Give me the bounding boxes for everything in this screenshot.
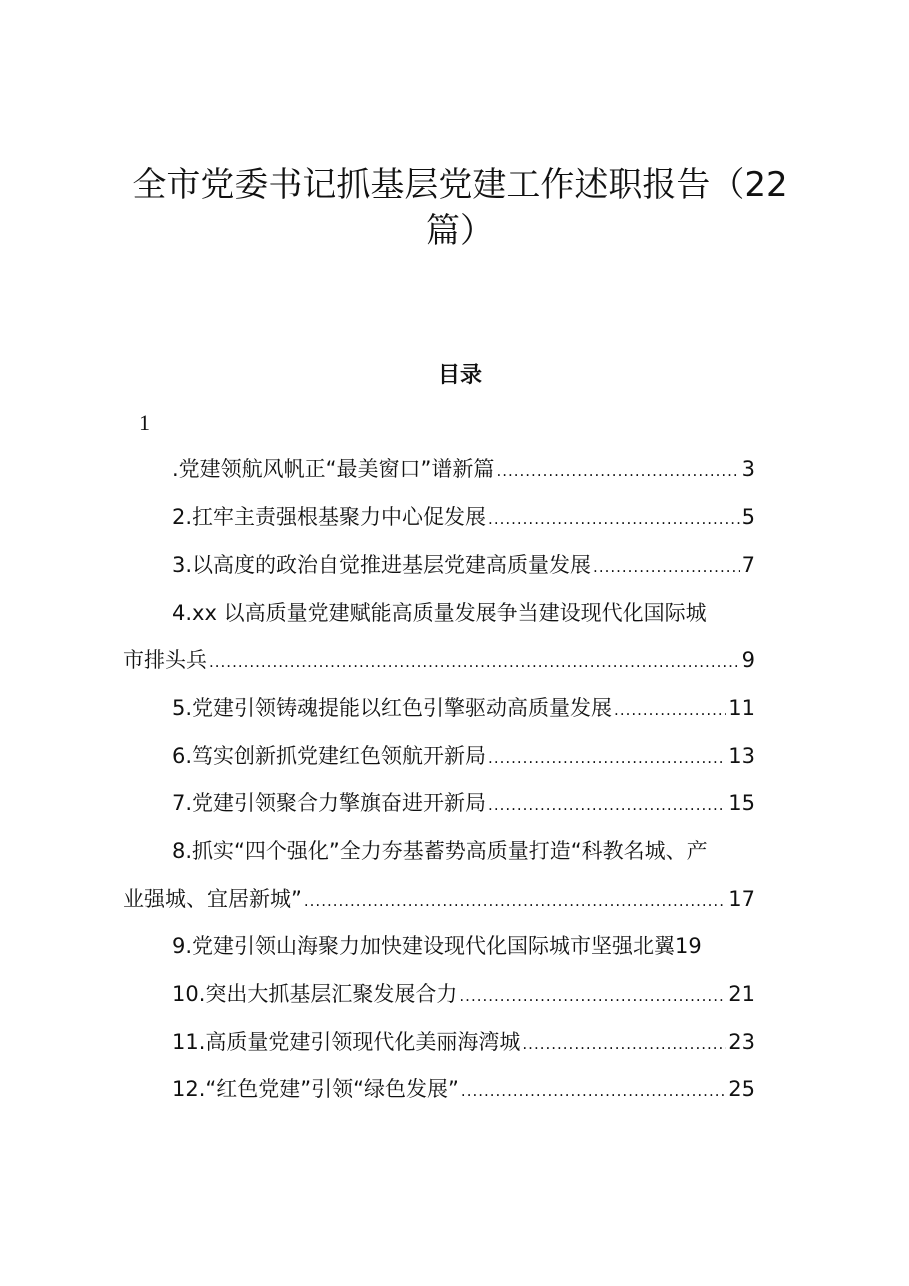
toc-entry-title-line2: 市排头兵 [123,648,207,672]
toc-page-number: 3 [741,457,755,481]
dot-leader [459,973,726,1020]
toc-page-number: 9 [741,648,755,672]
toc-entry-title: 10.突出大抓基层汇聚发展合力 [172,982,458,1006]
toc-entry-title: 6.笃实创新抓党建红色领航开新局 [172,744,487,768]
toc-entry-title: 11.高质量党建引领现代化美丽海湾城 [172,1030,521,1054]
toc-entry[interactable] [123,1019,755,1066]
toc-entry[interactable] [123,542,755,589]
toc-entry-title: 12.“红色党建”引领“绿色发展” [172,1077,459,1101]
toc-entry-title-line2: 业强城、宜居新城” [123,887,302,911]
toc-page-number: 17 [728,887,755,911]
document-title: 全市党委书记抓基层党建工作述职报告（22篇） [132,165,788,251]
toc-page-number: 21 [728,982,755,1006]
stray-number: 1 [139,410,150,435]
toc-entry-title-line1[interactable]: 8.抓实“四个强化”全力夯基蓄势高质量打造“科教名城、产 [172,839,708,863]
toc-entry[interactable] [123,1066,755,1113]
toc-entry-title: 5.党建引领铸魂提能以红色引擎驱动高质量发展 [172,696,613,720]
dot-leader [593,544,740,591]
dot-leader [488,496,740,543]
toc-entry[interactable] [123,733,755,780]
toc-page-number: 5 [741,505,755,529]
toc-entry[interactable] [123,637,755,684]
toc-entry[interactable] [123,685,755,732]
dot-leader [304,878,726,925]
toc-entry-title: 2.扛牢主责强根基聚力中心促发展 [172,505,487,529]
toc-entry-title-line1[interactable]: 4.xx 以高质量党建赋能高质量发展争当建设现代化国际城 [172,601,707,625]
toc-page-number: 7 [741,553,755,577]
toc-heading: 目录 [437,362,482,388]
dot-leader [496,448,739,495]
toc-entry-title: .党建领航风帆正“最美窗口”谱新篇 [172,457,495,481]
toc-page-number: 11 [728,696,755,720]
toc-entry[interactable] [123,876,755,923]
dot-leader [522,1021,726,1068]
toc-page-number: 19 [675,934,702,958]
toc-entry[interactable] [123,971,755,1018]
dot-leader [461,1068,726,1115]
dot-leader [488,782,726,829]
toc-page-number: 25 [728,1077,755,1101]
toc-page-number: 15 [728,791,755,815]
toc-entry[interactable] [123,494,755,541]
dot-leader [488,735,726,782]
toc-entry-title: 3.以高度的政治自觉推进基层党建高质量发展 [172,553,592,577]
toc-page-number: 13 [728,744,755,768]
toc-entry[interactable] [123,780,755,827]
dot-leader [209,639,740,686]
toc-entry-title: 7.党建引领聚合力擎旗奋进开新局 [172,791,487,815]
toc-page-number: 23 [728,1030,755,1054]
toc-entry[interactable] [123,923,755,970]
toc-entry-title: 9.党建引领山海聚力加快建设现代化国际城市坚强北翼 [172,934,676,958]
toc-entry[interactable] [123,446,755,493]
dot-leader [614,687,726,734]
